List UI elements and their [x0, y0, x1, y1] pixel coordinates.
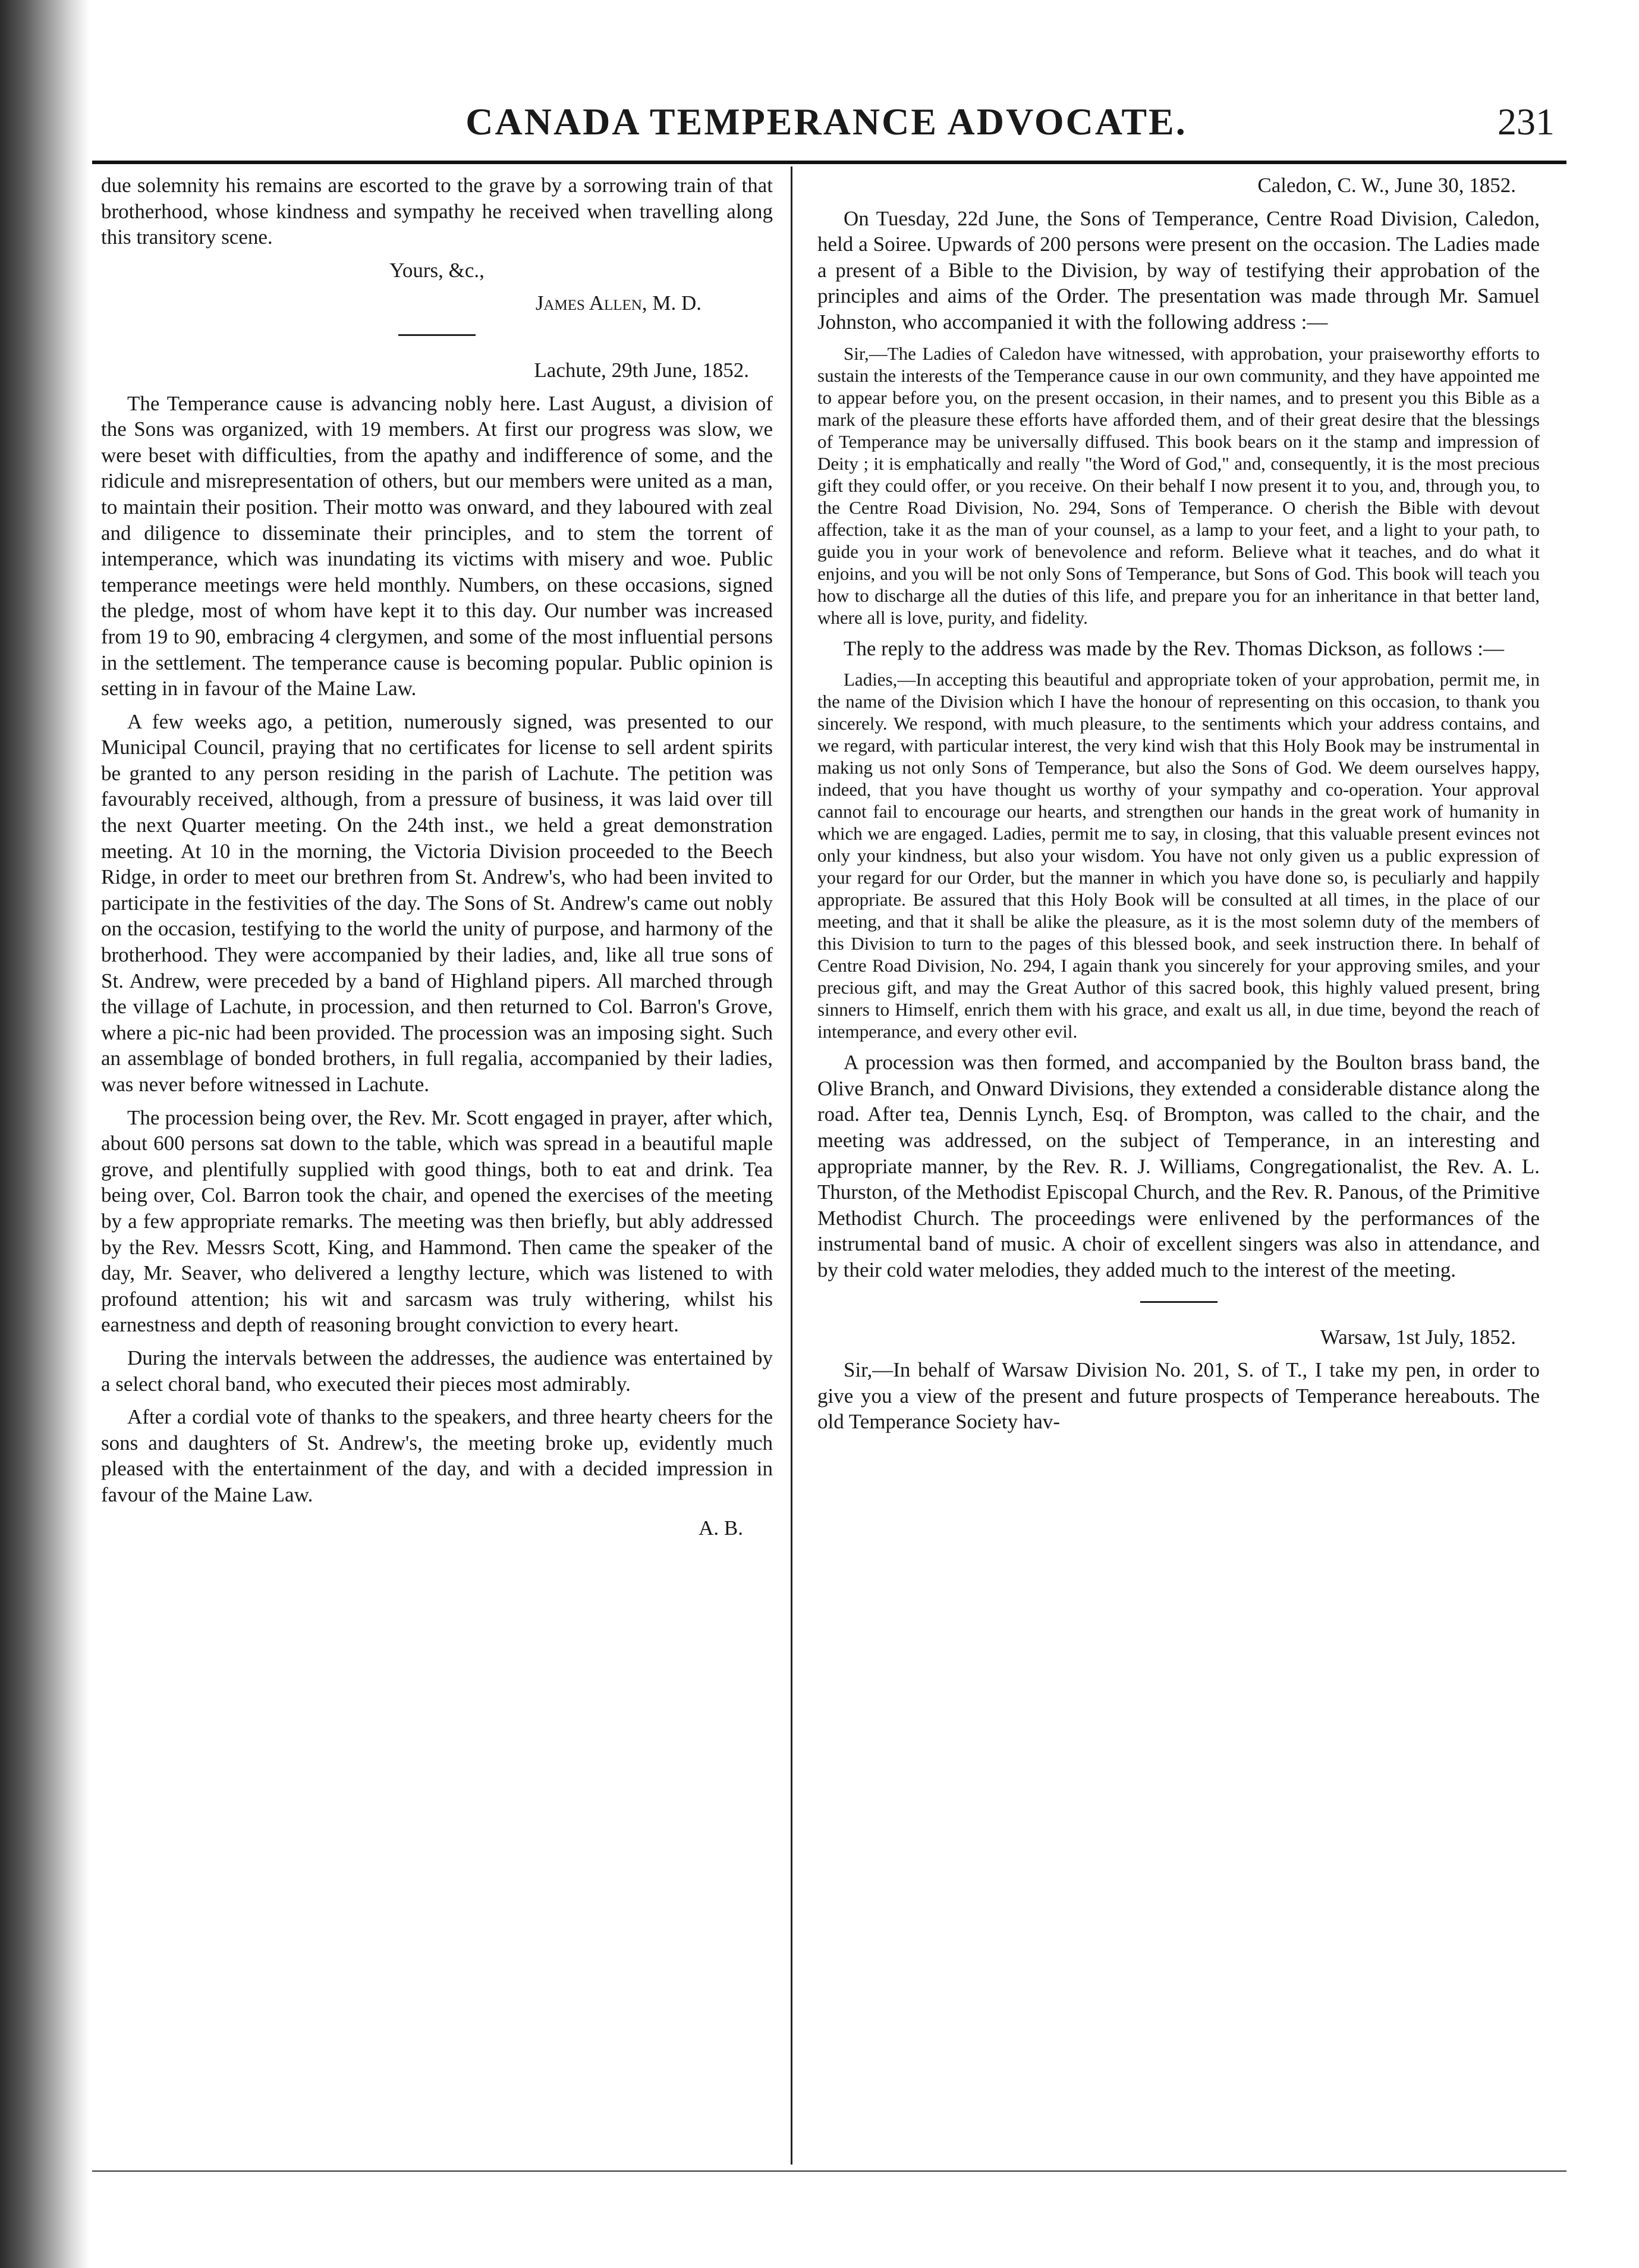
letter-dateline: Warsaw, 1st July, 1852. — [1320, 1325, 1516, 1349]
left-column — [101, 172, 773, 1548]
letter-signature: A. B. — [699, 1516, 743, 1540]
reply-text: Ladies,—In accepting this beautiful and appropriate token of your approbation, permit me, in the name of the Division which I have the honour of representing on this occasion, to thank you sincerely. We respond, with much pleasure, to the sentiments which your address contains, and we regard, with particular interest, the very kind wish that this Holy Book may be instrumental in making us not only Sons of Temperance, but also the Sons of God. We deem ourselves happy, indeed, that you have thought us worthy of your sympathy and co-operation. Your approval cannot fail to encourage our hearts, and strengthen our hands in the great work of humanity in which we are engaged. Ladies, permit me to say, in closing, that this valuable present evinces not only your kindness, but also your wisdom. You have not only given us a public expression of your regard for our Order, but the manner in which you have done so, is peculiarly and happily appropriate. Be assured that this Holy Book will be consulted at all times, in the place of our meeting, and that it shall be alike the pleasure, as it is the most solemn duty of the members of this Division to turn to the pages of this blessed book, and seek instruction there. In behalf of Centre Road Division, No. 294, I again thank you sincerely for your approving smiles, and your precious gift, and may the Great Author of this sacred book, this highly valued present, bring sinners to Himself, enrich them with his grace, and exalt us all, in due time, beyond the reach of intemperance, and every other evil. — [817, 669, 1540, 1042]
letter-paragraph: A few weeks ago, a petition, numerously signed, was presented to our Municipal Council, praying that no certificates for license to sell ardent spirits be granted to any person residing in the parish of Lachute. The petition was favourably received, although, from a pressure of business, it was laid over till the next Quarter meeting. On the 24th inst., we held a great demonstration meeting. At 10 in the morning, the Victoria Division proceeded to the Beech Ridge, in order to meet our brethren from St. Andrew's, who had been invited to participate in the festivities of the day. The Sons of St. Andrew's came out nobly on the occasion, testifying to the world the unity of purpose, and harmony of the brotherhood. They were accompanied by their ladies, and, like all true sons of St. Andrew, were preceded by a band of Highland pipers. All marched through the village of Lachute, in procession, and then returned to Col. Barron's Grove, where a pic-nic had been provided. The procession was an imposing sight. Such an assemblage of bonded brothers, in full regalia, accompanied by their ladies, was never before witnessed in Lachute. — [101, 709, 773, 1096]
letter-dateline: Caledon, C. W., June 30, 1852. — [1257, 174, 1516, 197]
address-text: Sir,—The Ladies of Caledon have witnessed, with approbation, your praiseworthy efforts to sustain the interests of the Temperance cause in our own community, and they have appointed me to appear before you, on the present occasion, in their names, and to present you this Bible as a mark of the pleasure these efforts have afforded them, and of their great desire that the blessings of Temperance may be universally diffused. This book bears on it the stamp and impression of Deity ; it is emphatically and really "the Word of God," and, consequently, it is the most precious gift they could offer, or you receive. On their behalf I now present it to you, and, through you, to the Centre Road Division, No. 294, Sons of Temperance. O cherish the Bible with devout affection, take it as the man of your counsel, as a lamp to your feet, and a light to your path, to guide you in your work of benevolence and reform. Believe what it teaches, and do what it enjoins, and you will be not only Sons of Temperance, but Sons of God. This book will teach you how to discharge all the duties of this life, and prepare you for an inheritance in that better land, where all is love, purity, and fidelity. — [817, 343, 1540, 628]
letter-closing: Yours, &c., — [389, 258, 485, 282]
page-number: 231 — [1498, 100, 1555, 143]
publication-title: CANADA TEMPERANCE ADVOCATE. — [465, 100, 1187, 143]
book-spine-shadow — [0, 0, 89, 2268]
letter-paragraph: Sir,—In behalf of Warsaw Division No. 201, S. of T., I take my pen, in order to give you a view of the present and future prospects of Temperance hereabouts. The old Temperance Society hav- — [817, 1358, 1540, 1434]
header-rule — [92, 161, 1566, 164]
page-header — [92, 89, 1561, 161]
letter-dateline: Lachute, 29th June, 1852. — [534, 358, 749, 382]
page-bottom-rule — [92, 2170, 1566, 2172]
letter-signature: James Allen, M. D. — [535, 291, 701, 315]
column-divider — [791, 167, 792, 2165]
letter-paragraph: After a cordial vote of thanks to the speakers, and three hearty cheers for the sons and daughters of St. Andrew's, the meeting broke up, evidently much pleased with the entertainment of the day, and with a decided impression in favour of the Maine Law. — [101, 1405, 773, 1506]
letter-paragraph: The reply to the address was made by the Rev. Thomas Dickson, as follows :— — [844, 636, 1505, 660]
article-continuation: due solemnity his remains are escorted to the grave by a sorrowing train of that brotherhood, whose kindness and sympathy he received when travelling along this transitory scene. — [101, 174, 773, 249]
section-divider — [1140, 1301, 1218, 1303]
letter-paragraph: The procession being over, the Rev. Mr. Scott engaged in prayer, after which, about 600 persons sat down to the table, which was spread in a beautiful maple grove, and plentifully supplied with good things, both to eat and drink. Tea being over, Col. Barron took the chair, and opened the exercises of the meeting by a few appropriate remarks. The meeting was then briefly, but ably addressed by the Rev. Messrs Scott, King, and Hammond. Then came the speaker of the day, Mr. Seaver, who delivered a lengthy lecture, which was listened to with profound attention; his wit and sarcasm was truly withering, whilst his earnestness and depth of reasoning brought conviction to every heart. — [101, 1105, 773, 1337]
letter-paragraph: The Temperance cause is advancing nobly here. Last August, a division of the Sons was organized, with 19 members. At first our progress was slow, we were beset with difficulties, from the apathy and indifference of some, and the ridicule and misrepresentation of others, but our members were united as a man, to maintain their position. Their motto was onward, and they laboured with zeal and diligence to disseminate their principles, and to stem the torrent of intemperance, which was inundating its victims with misery and woe. Public temperance meetings were held monthly. Numbers, on these occasions, signed the pledge, most of whom have kept it to this day. Our number was increased from 19 to 90, embracing 4 clergymen, and some of the most influential persons in the settlement. The temperance cause is becoming popular. Public opinion is setting in in favour of the Maine Law. — [101, 391, 773, 700]
letter-paragraph: During the intervals between the addresses, the audience was entertained by a select choral band, who executed their pieces most admirably. — [101, 1346, 773, 1396]
letter-paragraph: On Tuesday, 22d June, the Sons of Temperance, Centre Road Division, Caledon, held a Soiree. Upwards of 200 persons were present on the occasion. The Ladies made a present of a Bible to the Division, by way of testifying their approbation of the principles and aims of the Order. The presentation was made through Mr. Samuel Johnston, who accompanied it with the following address :— — [817, 206, 1540, 334]
letter-paragraph: A procession was then formed, and accompanied by the Boulton brass band, the Olive Branch, and Onward Divisions, they extended a considerable distance along the road. After tea, Dennis Lynch, Esq. of Brompton, was called to the chair, and the meeting was addressed, on the subject of Temperance, in an interesting and appropriate manner, by the Rev. R. J. Williams, Congregationalist, the Rev. A. L. Thurston, of the Methodist Episcopal Church, and the Rev. R. Panous, of the Primitive Methodist Church. The proceedings were enlivened by the performances of the instrumental band of music. A choir of excellent singers was also in attendance, and by their cold water melodies, they added much to the interest of the meeting. — [817, 1051, 1540, 1281]
section-divider — [398, 334, 476, 336]
right-column — [817, 172, 1540, 1442]
